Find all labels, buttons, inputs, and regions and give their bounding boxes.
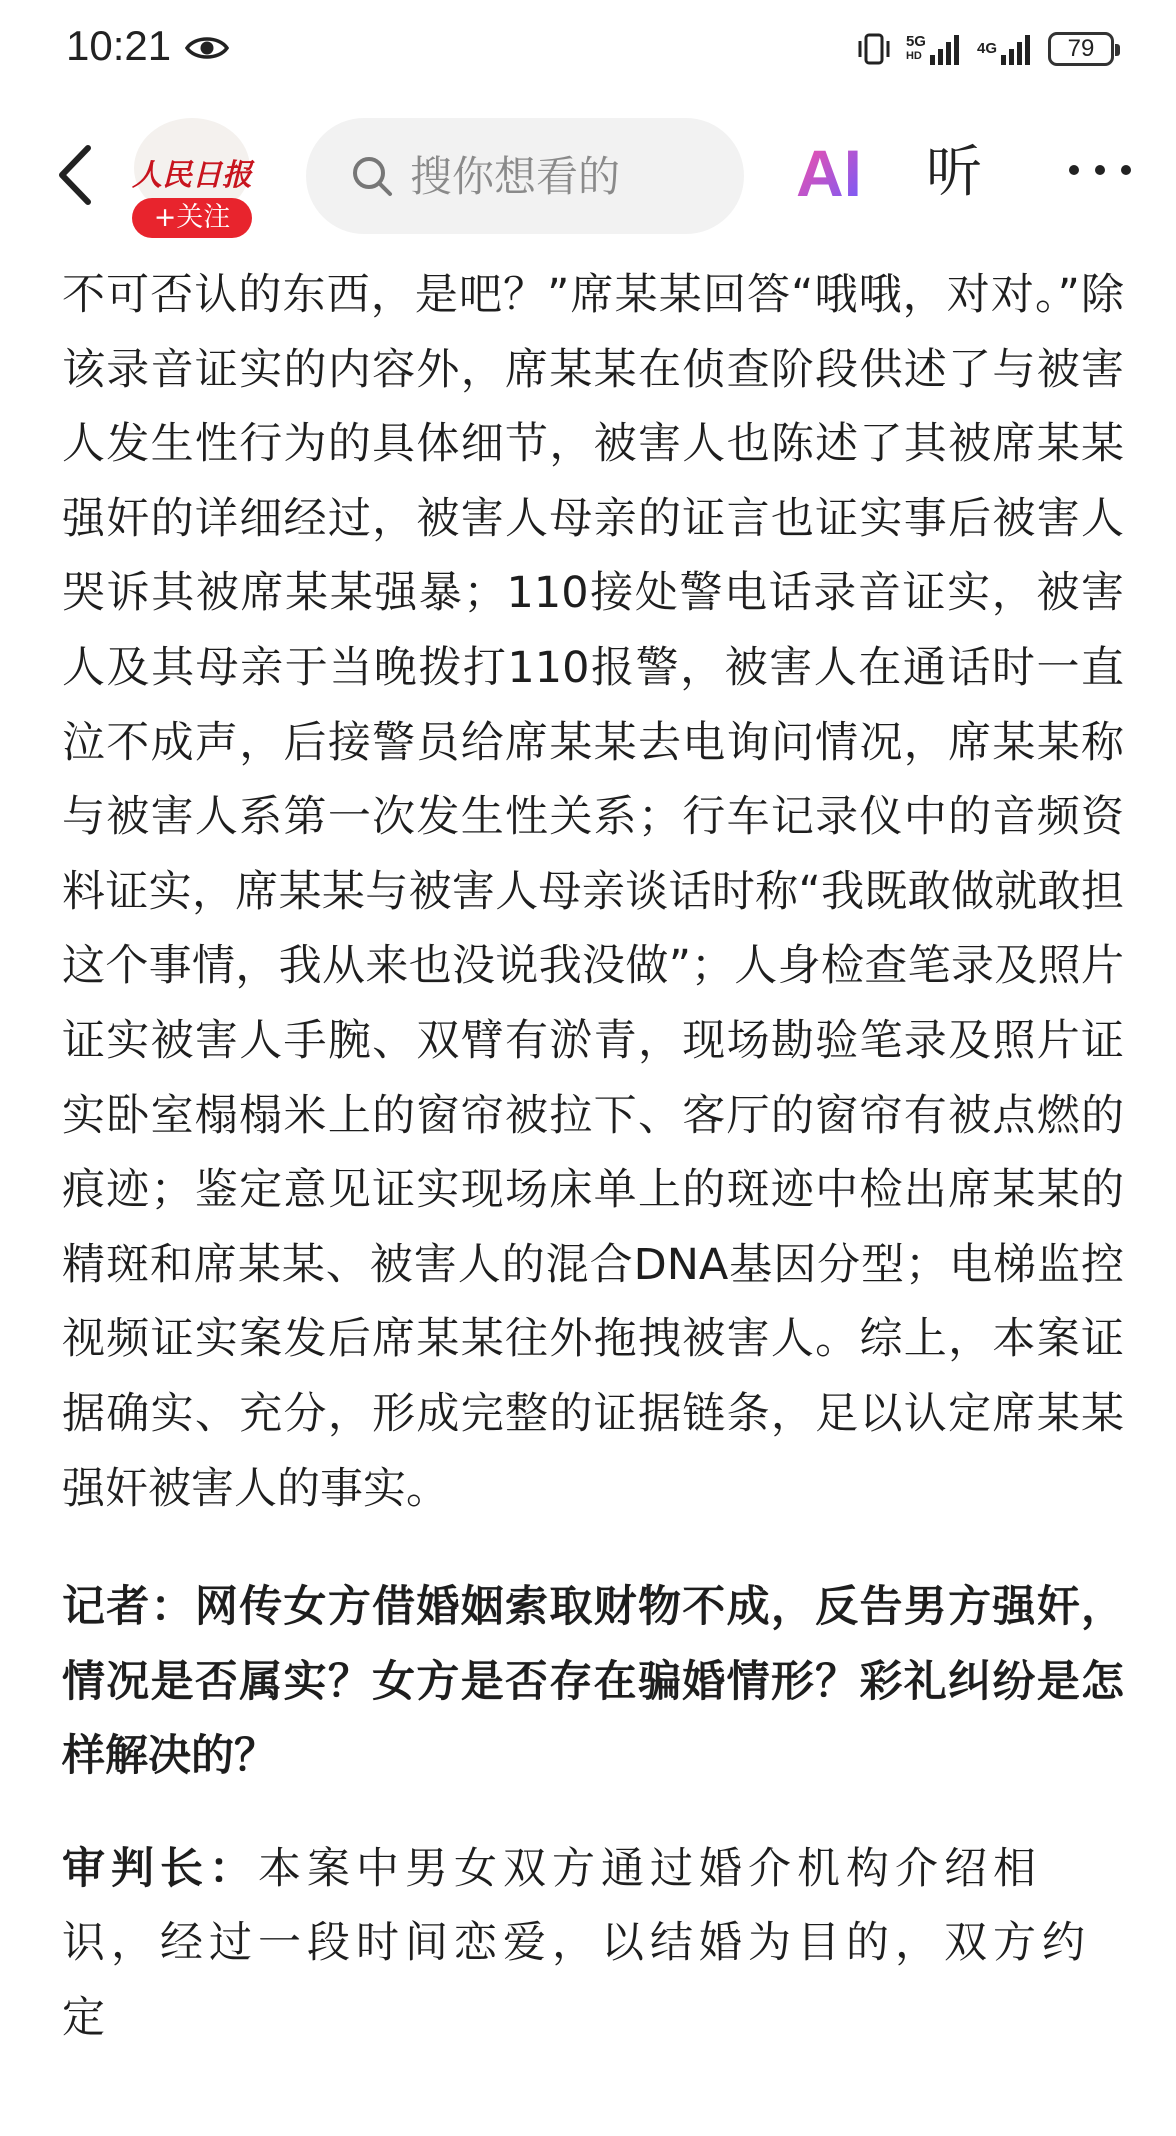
vibrate-icon bbox=[856, 32, 892, 66]
search-icon bbox=[348, 152, 396, 200]
signal-bars-icon bbox=[929, 33, 963, 65]
status-time: 10:21 bbox=[66, 22, 172, 69]
search-input[interactable] bbox=[408, 151, 732, 202]
network-label-hd: HD bbox=[905, 50, 922, 62]
signal-5g bbox=[906, 33, 963, 65]
search-bar[interactable] bbox=[306, 118, 744, 234]
follow-button[interactable]: +关注 bbox=[132, 198, 252, 238]
signal-bars-icon bbox=[1000, 33, 1034, 65]
ai-assistant-icon[interactable] bbox=[790, 134, 890, 210]
judge-answer bbox=[62, 1832, 1124, 2056]
ai-label: AI bbox=[796, 136, 862, 210]
answer-speaker: 审判长： bbox=[62, 1843, 258, 1894]
answer-text: 本案中男女双方通过婚介机构介绍相识，经过一段时间恋爱，以结婚为目的，双方约定 bbox=[62, 1843, 1091, 2044]
status-icons bbox=[856, 26, 1114, 72]
top-nav-bar bbox=[0, 104, 1176, 250]
reporter-question: 记者：网传女方借婚姻索取财物不成，反告男方强奸，情况是否属实？女方是否存在骗婚情形？彩礼纠纷是怎样解决的？ bbox=[62, 1582, 1124, 1782]
more-options-icon[interactable] bbox=[1060, 140, 1140, 200]
signal-4g bbox=[977, 33, 1034, 65]
article-paragraph: 不可否认的东西，是吧？”席某某回答“哦哦，对对。”除该录音证实的内容外，席某某在侦查阶段供述了与被害人发生性行为的具体细节，被害人也陈述了其被席某某强奸的详细经过，被害人母亲的证言也证实事后被害人哭诉其被席某某强暴；110接处警电话录音证实，被害人及其母亲于当晚拨打110报警，被害人在通话时一直泣不成声，后接警员给席某某去电询问情况，席某某称与被害人系第一次发生性关系；行车记录仪中的音频资料证实，席某某与被害人母亲谈话时称“我既敢做就敢担这个事情，我从来也没说我没做”；人身检查笔录及照片证实被害人手腕、双臂有淤青，现场勘验笔录及照片证实卧室榻榻米上的窗帘被拉下、客厅的窗帘有被点燃的痕迹；鉴定意见证实现场床单上的斑迹中检出席某某的精斑和席某某、被害人的混合DNA基因分型；电梯监控视频证实案发后席某某往外拖拽被害人。综上，本案证据确实、充分，形成完整的证据链条，足以认定席某某强奸被害人的事实。 bbox=[62, 270, 1124, 1514]
publisher-logo[interactable] bbox=[130, 118, 254, 238]
listen-button[interactable]: 听 bbox=[926, 140, 982, 205]
back-arrow-icon[interactable] bbox=[48, 140, 108, 210]
article-body bbox=[62, 258, 1124, 2056]
network-label-4g: 4G bbox=[976, 40, 997, 57]
eye-icon bbox=[185, 34, 229, 62]
network-label-5g: 5G bbox=[905, 33, 926, 50]
status-bar bbox=[0, 0, 1176, 104]
battery-indicator: 79 bbox=[1048, 32, 1114, 66]
logo-text: 人民日报 bbox=[132, 158, 252, 193]
